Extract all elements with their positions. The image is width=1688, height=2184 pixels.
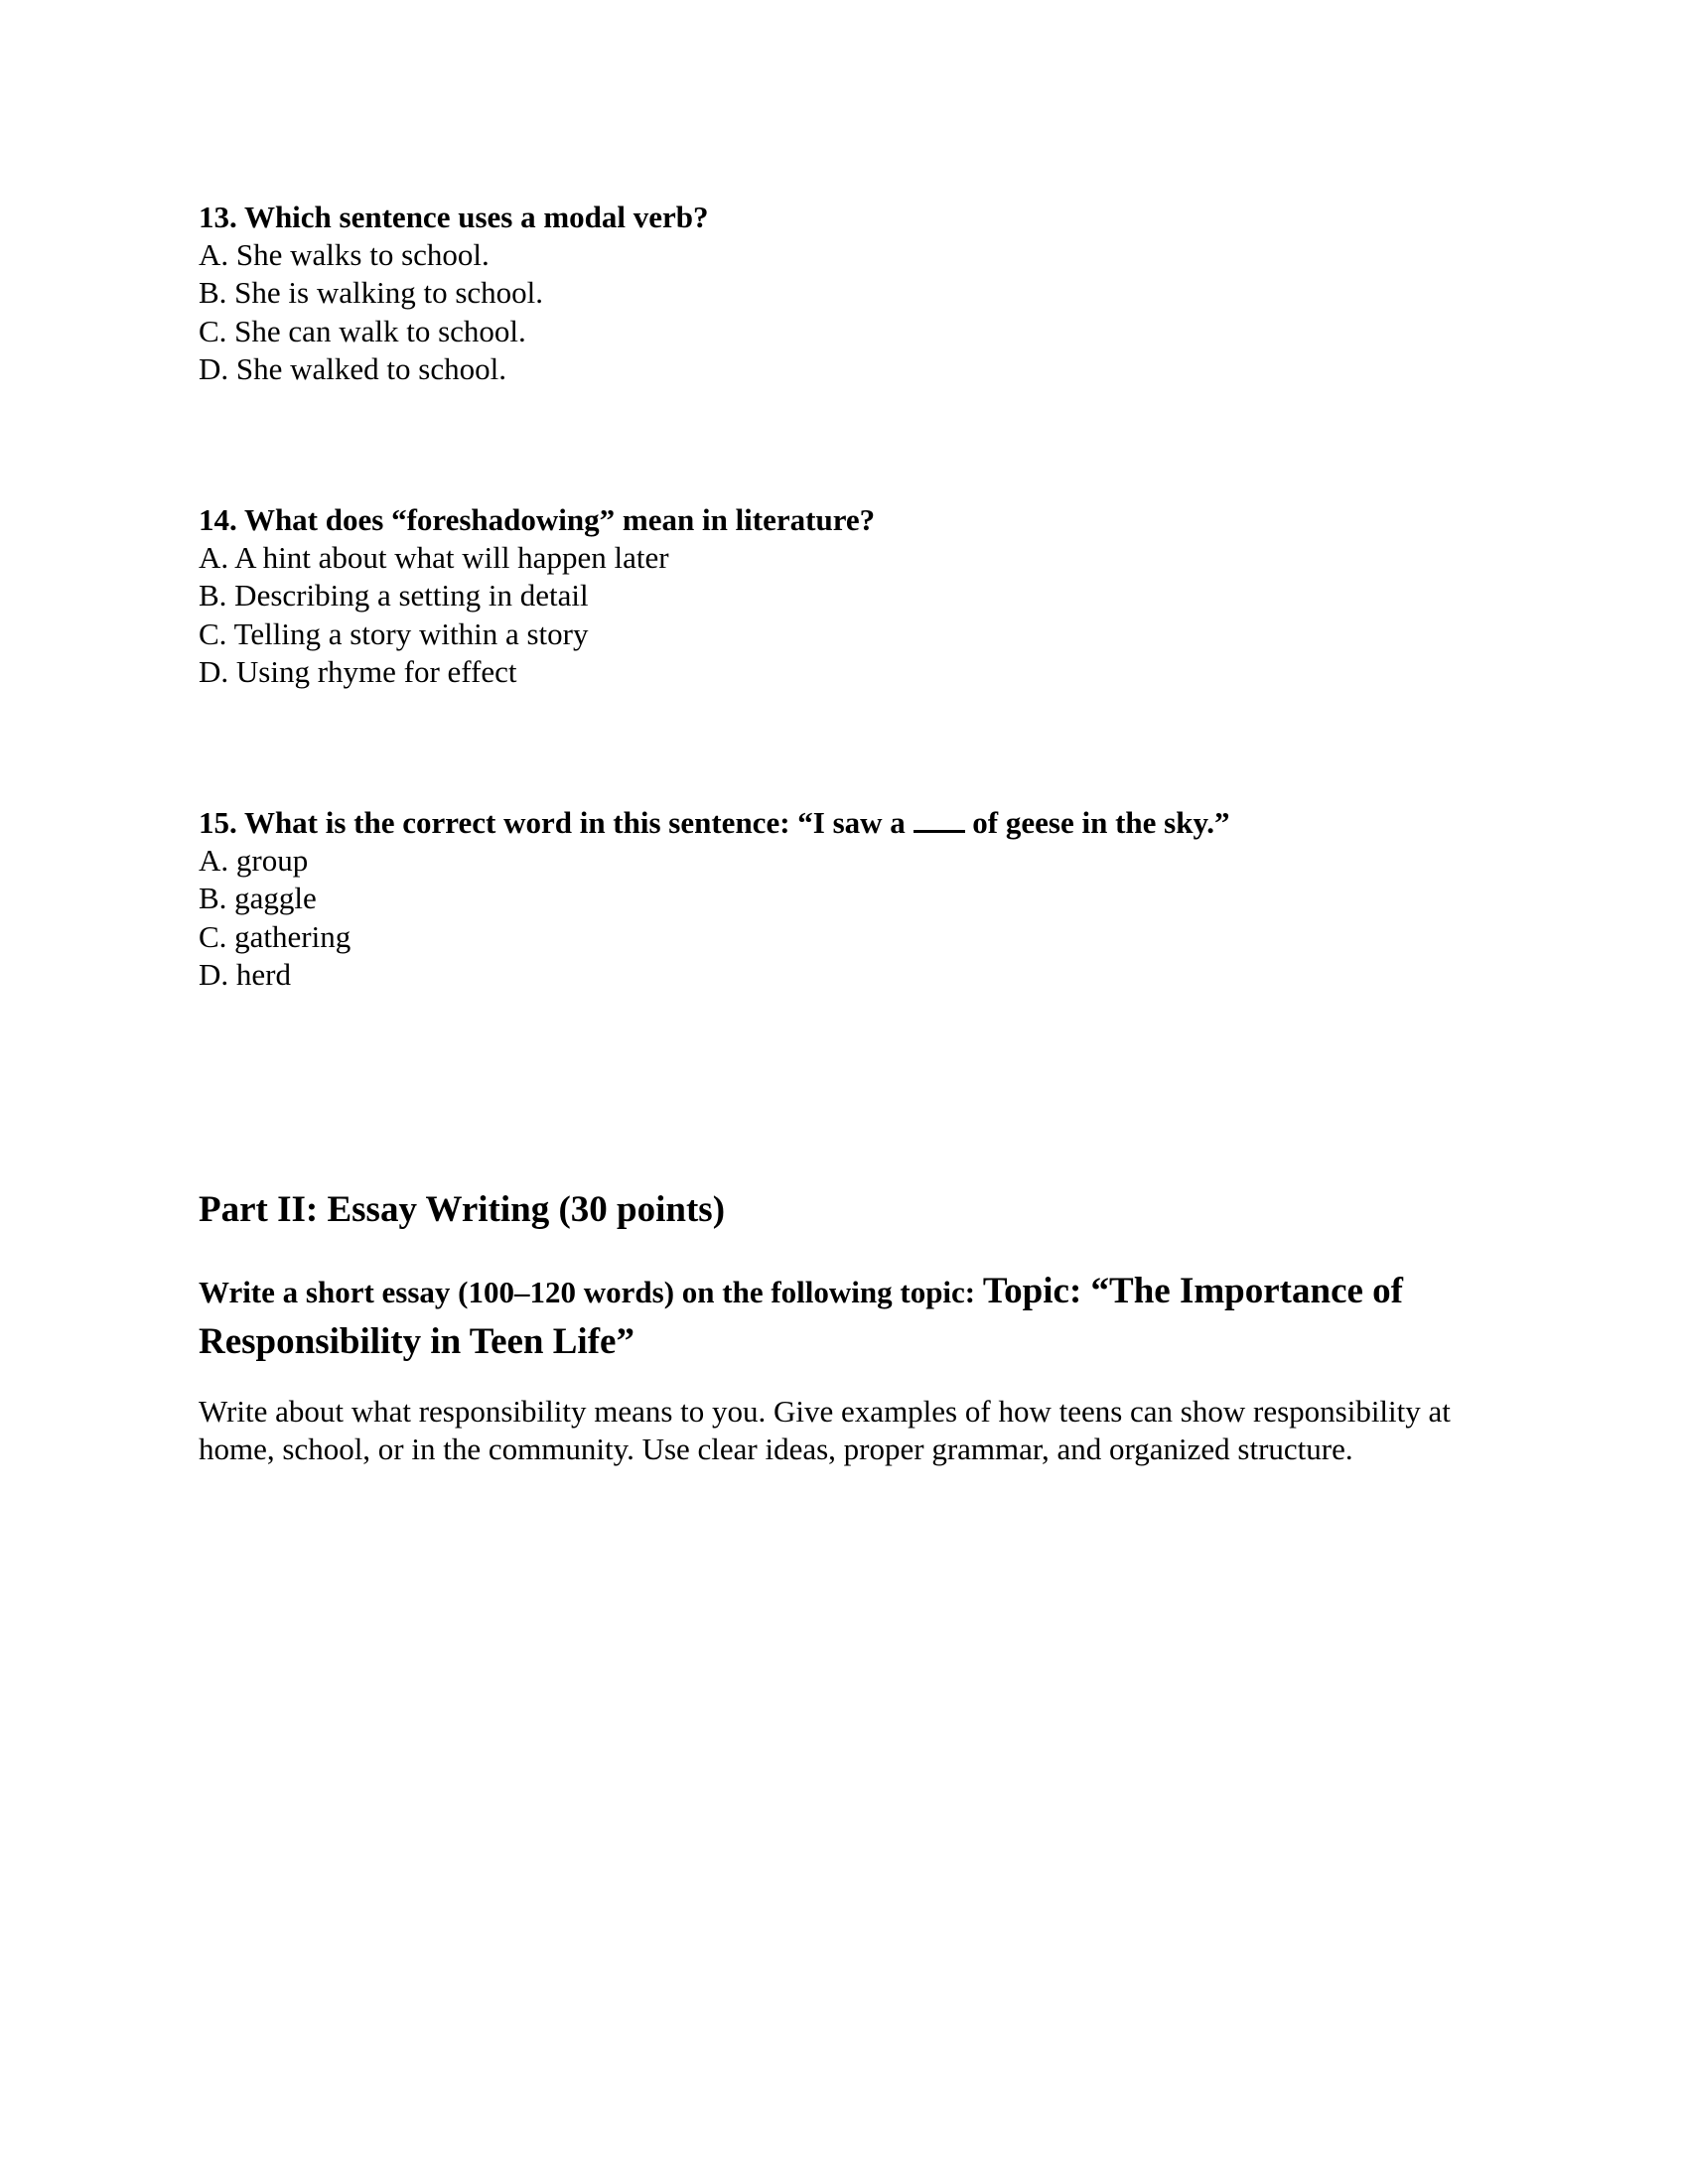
essay-instruction bbox=[199, 1270, 1519, 1371]
essay-instruction-lead: Write a short essay (100–120 words) on the following topic: bbox=[199, 1275, 983, 1309]
question-14-options bbox=[199, 539, 1509, 691]
part-2-heading: Part II: Essay Writing (30 points) bbox=[199, 1189, 726, 1230]
question-15-options bbox=[199, 842, 1509, 994]
question-14-title: 14. What does “foreshadowing” mean in literature? bbox=[199, 502, 876, 537]
question-14-option-d: D. Using rhyme for effect bbox=[199, 653, 517, 689]
question-15-option-c: C. gathering bbox=[199, 918, 352, 954]
question-13-option-a: A. She walks to school. bbox=[199, 237, 490, 272]
question-13-options bbox=[199, 236, 1509, 388]
question-14-option-c: C. Telling a story within a story bbox=[199, 615, 589, 651]
essay-topic: Topic: “The Importance of Responsibility in Teen Life” bbox=[199, 1271, 1403, 1362]
question-13-option-c: C. She can walk to school. bbox=[199, 313, 526, 348]
answer-blank bbox=[914, 810, 965, 833]
question-13-option-b: B. She is walking to school. bbox=[199, 275, 544, 311]
question-15-title bbox=[199, 804, 1509, 842]
question-14 bbox=[199, 501, 1509, 691]
question-13 bbox=[199, 199, 1509, 388]
question-13-title: 13. Which sentence uses a modal verb? bbox=[199, 200, 709, 234]
question-15 bbox=[199, 804, 1509, 994]
question-13-option-d: D. She walked to school. bbox=[199, 350, 506, 386]
question-15-option-d: D. herd bbox=[199, 956, 291, 992]
question-15-option-a: A. group bbox=[199, 843, 309, 878]
essay-prompt-body: Write about what responsibility means to you. Give examples of how teens can show responsibility at home, school, or in the community. Use clear ideas, proper grammar, and organized structure. bbox=[199, 1394, 1451, 1467]
question-15-option-b: B. gaggle bbox=[199, 881, 317, 916]
question-14-option-a: A. A hint about what will happen later bbox=[199, 540, 669, 575]
question-15-title-after-blank: of geese in the sky.” bbox=[964, 805, 1230, 840]
question-15-title-before-blank: 15. What is the correct word in this sentence: “I saw a bbox=[199, 805, 914, 840]
question-14-option-b: B. Describing a setting in detail bbox=[199, 578, 589, 614]
